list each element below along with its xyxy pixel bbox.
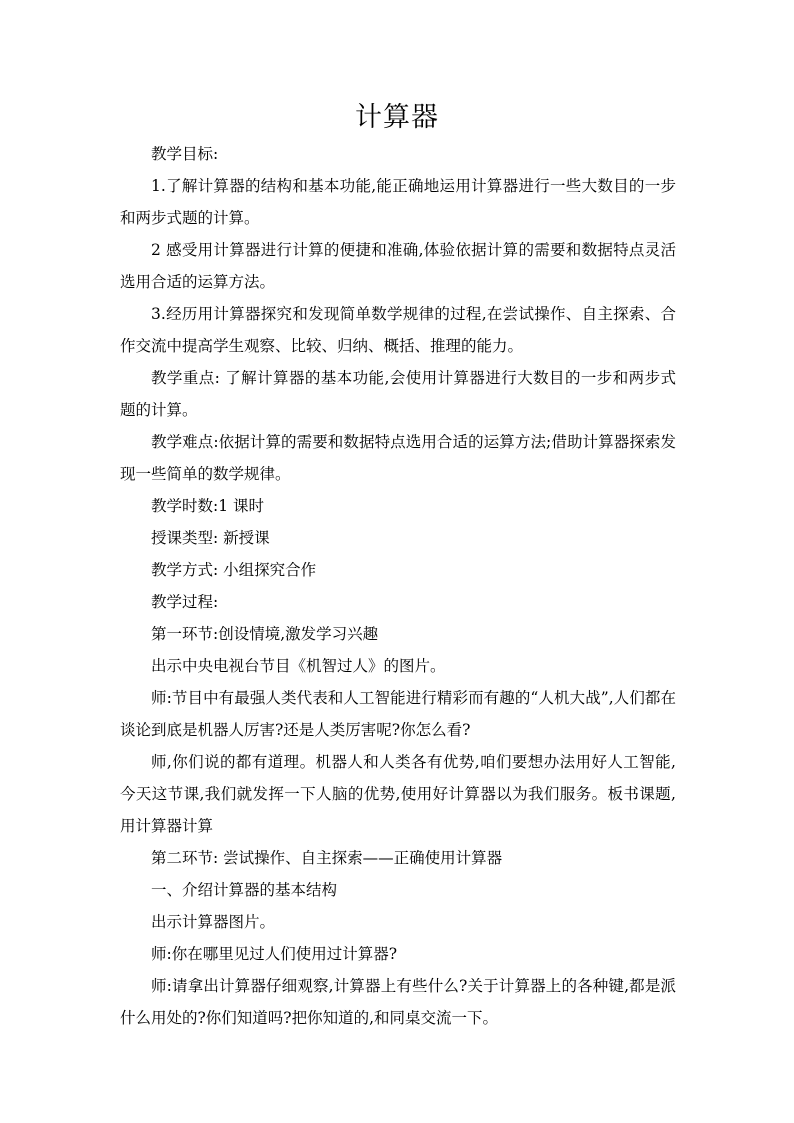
- paragraph: 教学时数:1 课时: [151, 497, 265, 515]
- paragraph: 师:你在哪里见过人们使用过计算器?: [151, 945, 398, 963]
- paragraph: 教学目标:: [151, 145, 219, 163]
- paragraph: 师:节目中有最强人类代表和人工智能进行精彩而有趣的“人机大战”,人们都在谈论到底是机器人厉害?还是人类厉害呢?你怎么看?: [120, 689, 676, 739]
- paragraph: 教学难点:依据计算的需要和数据特点选用合适的运算方法;借助计算器探索发现一些简单的数学规律。: [120, 433, 676, 483]
- paragraph: 第二环节: 尝试操作、自主探索——正确使用计算器: [151, 849, 503, 867]
- page-title: 计算器: [355, 102, 439, 133]
- paragraph: 授课类型: 新授课: [151, 529, 270, 547]
- paragraph: 教学过程:: [151, 593, 219, 611]
- paragraph: 师,你们说的都有道理。机器人和人类各有优势,咱们要想办法用好人工智能,今天这节课,我们就发挥一下人脑的优势,使用好计算器以为我们服务。板书课题,用计算器计算: [120, 753, 676, 835]
- paragraph: 2 感受用计算器进行计算的便捷和准确,体验依据计算的需要和数据特点灵活选用合适的运算方法。: [120, 241, 676, 291]
- paragraph: 第一环节:创设情境,激发学习兴趣: [151, 625, 379, 643]
- paragraph: 教学方式: 小组探究合作: [151, 561, 317, 579]
- paragraph: 教学重点: 了解计算器的基本功能,会使用计算器进行大数目的一步和两步式题的计算。: [120, 369, 676, 419]
- paragraph: 师:请拿出计算器仔细观察,计算器上有些什么?关于计算器上的各种键,都是派什么用处的?你们知道吗?把你知道的,和同桌交流一下。: [120, 977, 676, 1027]
- paragraph: 3.经历用计算器探究和发现简单数学规律的过程,在尝试操作、自主探索、合作交流中提高学生观察、比较、归纳、概括、推理的能力。: [120, 305, 676, 355]
- paragraph: 1.了解计算器的结构和基本功能,能正确地运用计算器进行一些大数目的一步和两步式题的计算。: [120, 177, 676, 227]
- paragraph: 出示中央电视台节目《机智过人》的图片。: [151, 657, 446, 675]
- document-body: [120, 138, 676, 1034]
- paragraph: 一、介绍计算器的基本结构: [151, 881, 338, 899]
- paragraph: 出示计算器图片。: [151, 913, 276, 931]
